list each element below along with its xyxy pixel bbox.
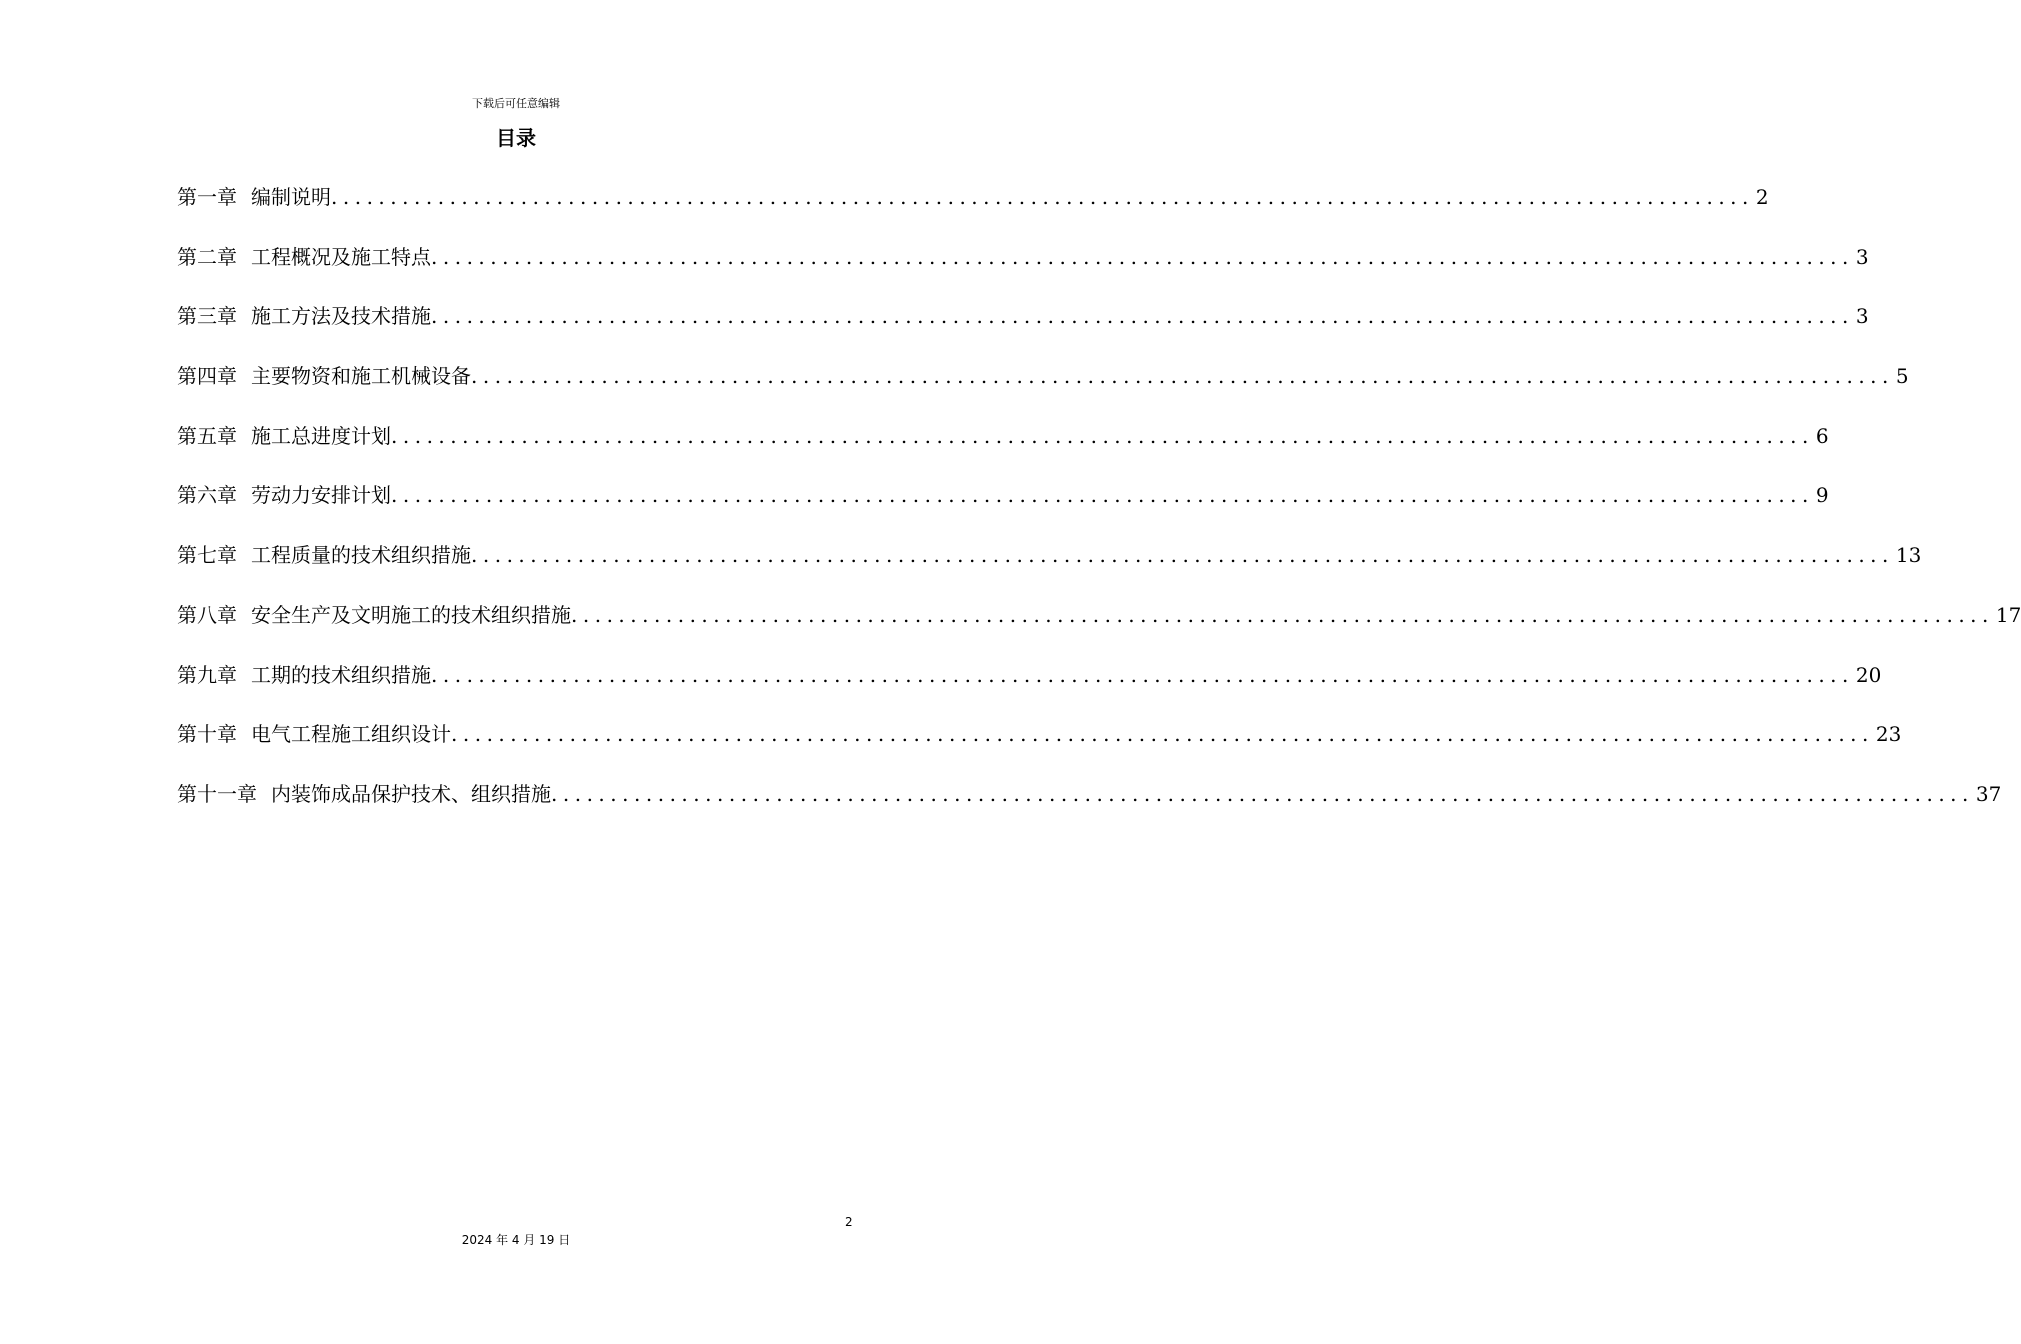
toc-chapter-title: 工期的技术组织措施	[251, 662, 431, 687]
toc-chapter-label: 第九章	[177, 662, 237, 687]
toc-page-number: 3	[1855, 244, 1869, 269]
toc-page-number: 20	[1855, 662, 1882, 687]
toc-chapter-label: 第五章	[177, 423, 237, 448]
toc-entry[interactable]	[177, 538, 1922, 598]
header-note: 下载后可任意编辑	[472, 97, 560, 110]
toc-entry[interactable]	[177, 717, 1902, 777]
toc-chapter-label: 第一章	[177, 185, 237, 209]
toc-chapter-title: 编制说明	[251, 185, 331, 209]
toc-page-number: 5	[1895, 364, 1909, 389]
page-number: 2	[845, 1215, 853, 1229]
toc-chapter-title: 施工总进度计划	[251, 423, 391, 448]
toc-chapter-title: 工程概况及施工特点	[251, 244, 431, 269]
toc-dot-leader: ........................................................................................................................	[551, 781, 1974, 806]
toc-entry[interactable]	[177, 478, 1829, 538]
toc-entry[interactable]	[177, 777, 2002, 837]
toc-chapter-title: 劳动力安排计划	[251, 483, 391, 508]
toc-title: 目录	[496, 126, 536, 150]
toc-chapter-label: 第四章	[177, 364, 237, 389]
toc-chapter-title: 施工方法及技术措施	[251, 304, 431, 329]
toc-page-number: 9	[1815, 483, 1829, 508]
toc-entry[interactable]	[177, 419, 1829, 479]
toc-chapter-title: 内装饰成品保护技术、组织措施	[271, 781, 551, 806]
toc-chapter-label: 第十章	[177, 722, 237, 747]
toc-page-number: 2	[1755, 185, 1769, 209]
toc-page-number: 23	[1875, 722, 1902, 747]
toc-chapter-label: 第七章	[177, 543, 237, 568]
toc-entry[interactable]	[177, 359, 1909, 419]
toc-chapter-title: 安全生产及文明施工的技术组织措施	[251, 602, 571, 627]
toc-page-number: 6	[1815, 423, 1829, 448]
toc-chapter-label: 第二章	[177, 244, 237, 269]
footer-date: 2024 年 4 月 19 日	[461, 1233, 571, 1247]
toc-dot-leader: ........................................................................................................................	[391, 483, 1814, 508]
toc-entry[interactable]	[177, 180, 1769, 240]
toc-entry[interactable]	[177, 658, 1882, 718]
toc-dot-leader: ........................................................................................................................	[471, 543, 1894, 568]
toc-chapter-label: 第六章	[177, 483, 237, 508]
toc-chapter-label: 第十一章	[177, 781, 257, 806]
toc-chapter-title: 电气工程施工组织设计	[251, 722, 451, 747]
toc-page-number: 17	[1995, 602, 2021, 627]
toc-dot-leader: ........................................................................................................................	[471, 364, 1894, 389]
toc-chapter-title: 工程质量的技术组织措施	[251, 543, 471, 568]
toc-dot-leader: ........................................................................................................................	[431, 662, 1854, 687]
toc-page-number: 37	[1975, 781, 2002, 806]
toc-page-number: 13	[1895, 543, 1922, 568]
toc-dot-leader: ........................................................................................................................	[431, 244, 1854, 269]
table-of-contents	[177, 180, 2021, 837]
toc-entry[interactable]	[177, 299, 1869, 359]
toc-dot-leader: ........................................................................................................................	[451, 722, 1874, 747]
toc-page-number: 3	[1855, 304, 1869, 329]
toc-chapter-label: 第八章	[177, 602, 237, 627]
toc-dot-leader: ........................................................................................................................	[431, 304, 1854, 329]
toc-entry[interactable]	[177, 240, 1869, 300]
toc-dot-leader: ........................................................................................................................	[391, 423, 1814, 448]
toc-chapter-title: 主要物资和施工机械设备	[251, 364, 471, 389]
toc-chapter-label: 第三章	[177, 304, 237, 329]
toc-dot-leader: ........................................................................................................................	[331, 185, 1754, 209]
toc-entry[interactable]	[177, 598, 2021, 658]
toc-dot-leader: ........................................................................................................................	[571, 602, 1994, 627]
